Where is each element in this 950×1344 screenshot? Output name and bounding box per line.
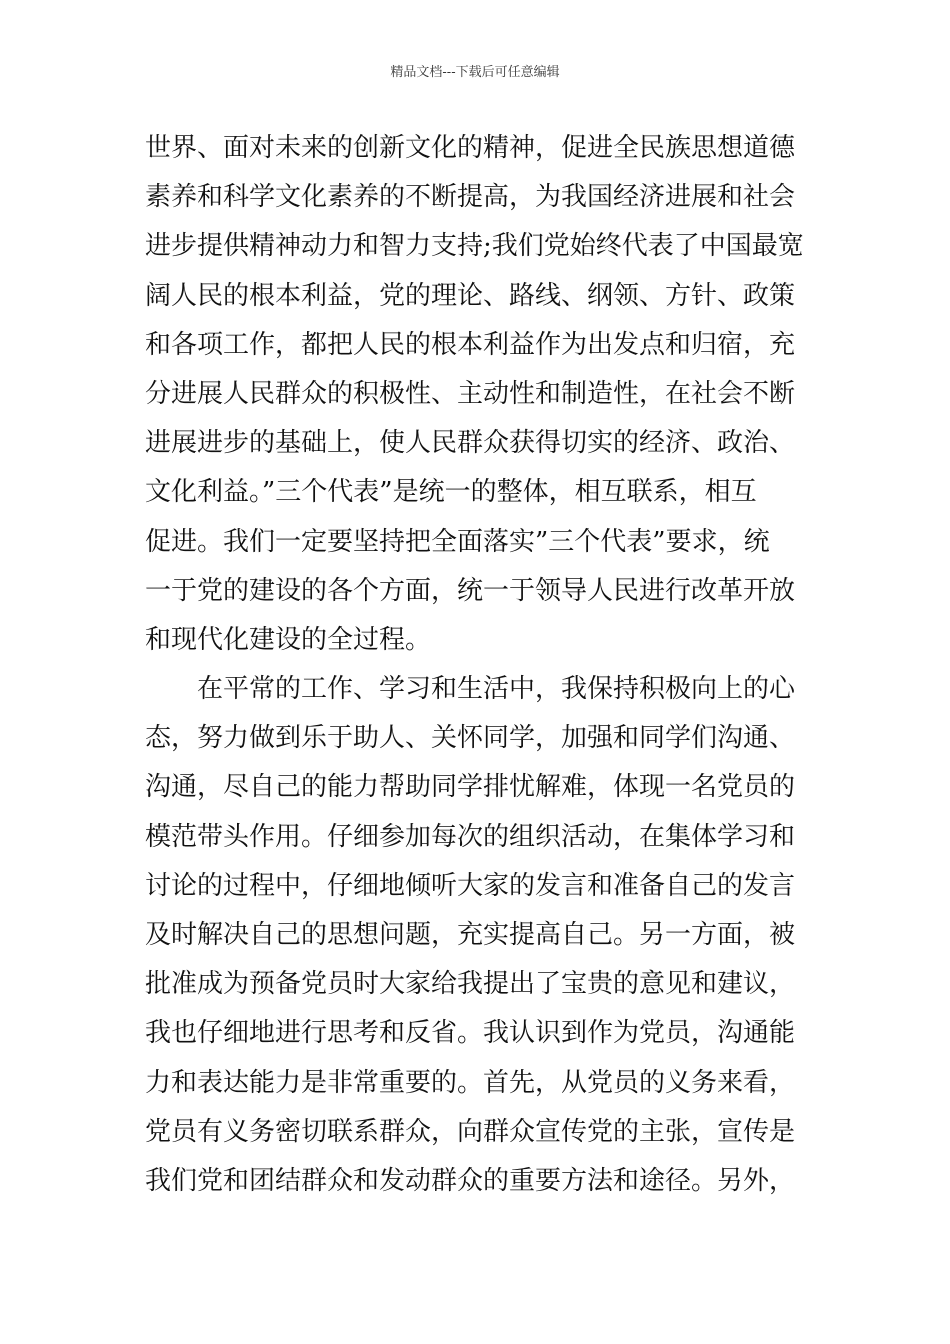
text-line: 促进。我们一定要坚持把全面落实”三个代表”要求，统 bbox=[145, 526, 770, 557]
text-line: 文化利益。”三个代表”是统一的整体，相互联系，相互 bbox=[145, 477, 757, 508]
text-line: 讨论的过程中，仔细地倾听大家的发言和准备自己的发言 bbox=[145, 870, 796, 901]
text-line: 阔人民的根本利益，党的理论、路线、纲领、方针、政策 bbox=[145, 280, 796, 311]
body-text bbox=[145, 124, 815, 1206]
text-line: 及时解决自己的思想问题，充实提高自己。另一方面，被 bbox=[145, 920, 796, 950]
text-line: 沟通，尽自己的能力帮助同学排忧解难，体现一名党员的 bbox=[145, 772, 796, 803]
text-line: 一于党的建设的各个方面，统一于领导人民进行改革开放 bbox=[145, 575, 796, 606]
text-line: 和现代化建设的全过程。 bbox=[145, 624, 432, 655]
text-line: 批准成为预备党员时大家给我提出了宝贵的意见和建议， bbox=[145, 969, 796, 1000]
text-line: 模范带头作用。仔细参加每次的组织活动，在集体学习和 bbox=[145, 821, 796, 852]
text-line: 素养和科学文化素养的不断提高，为我国经济进展和社会 bbox=[145, 182, 796, 213]
text-line: 力和表达能力是非常重要的。首先，从党员的义务来看， bbox=[145, 1067, 796, 1098]
text-line: 态，努力做到乐于助人、关怀同学，加强和同学们沟通、 bbox=[145, 723, 796, 754]
text-line: 进展进步的基础上，使人民群众获得切实的经济、政治、 bbox=[145, 428, 796, 459]
text-line: 党员有义务密切联系群众，向群众宣传党的主张，宣传是 bbox=[145, 1116, 796, 1147]
paragraph bbox=[145, 124, 815, 665]
text-line: 分进展人民群众的积极性、主动性和制造性，在社会不断 bbox=[145, 378, 796, 409]
page-header: 精品文档---下载后可任意编辑 bbox=[390, 65, 560, 80]
text-line: 我也仔细地进行思考和反省。我认识到作为党员，沟通能 bbox=[145, 1018, 796, 1049]
text-line: 在平常的工作、学习和生活中，我保持积极向上的心 bbox=[145, 674, 796, 705]
text-line: 世界、面对未来的创新文化的精神，促进全民族思想道德 bbox=[145, 133, 796, 163]
paragraph bbox=[145, 665, 815, 1206]
text-line: 我们党和团结群众和发动群众的重要方法和途径。另外， bbox=[145, 1165, 796, 1196]
text-line: 进步提供精神动力和智力支持;我们党始终代表了中国最宽 bbox=[145, 231, 804, 262]
text-line: 和各项工作，都把人民的根本利益作为出发点和归宿，充 bbox=[145, 329, 796, 360]
